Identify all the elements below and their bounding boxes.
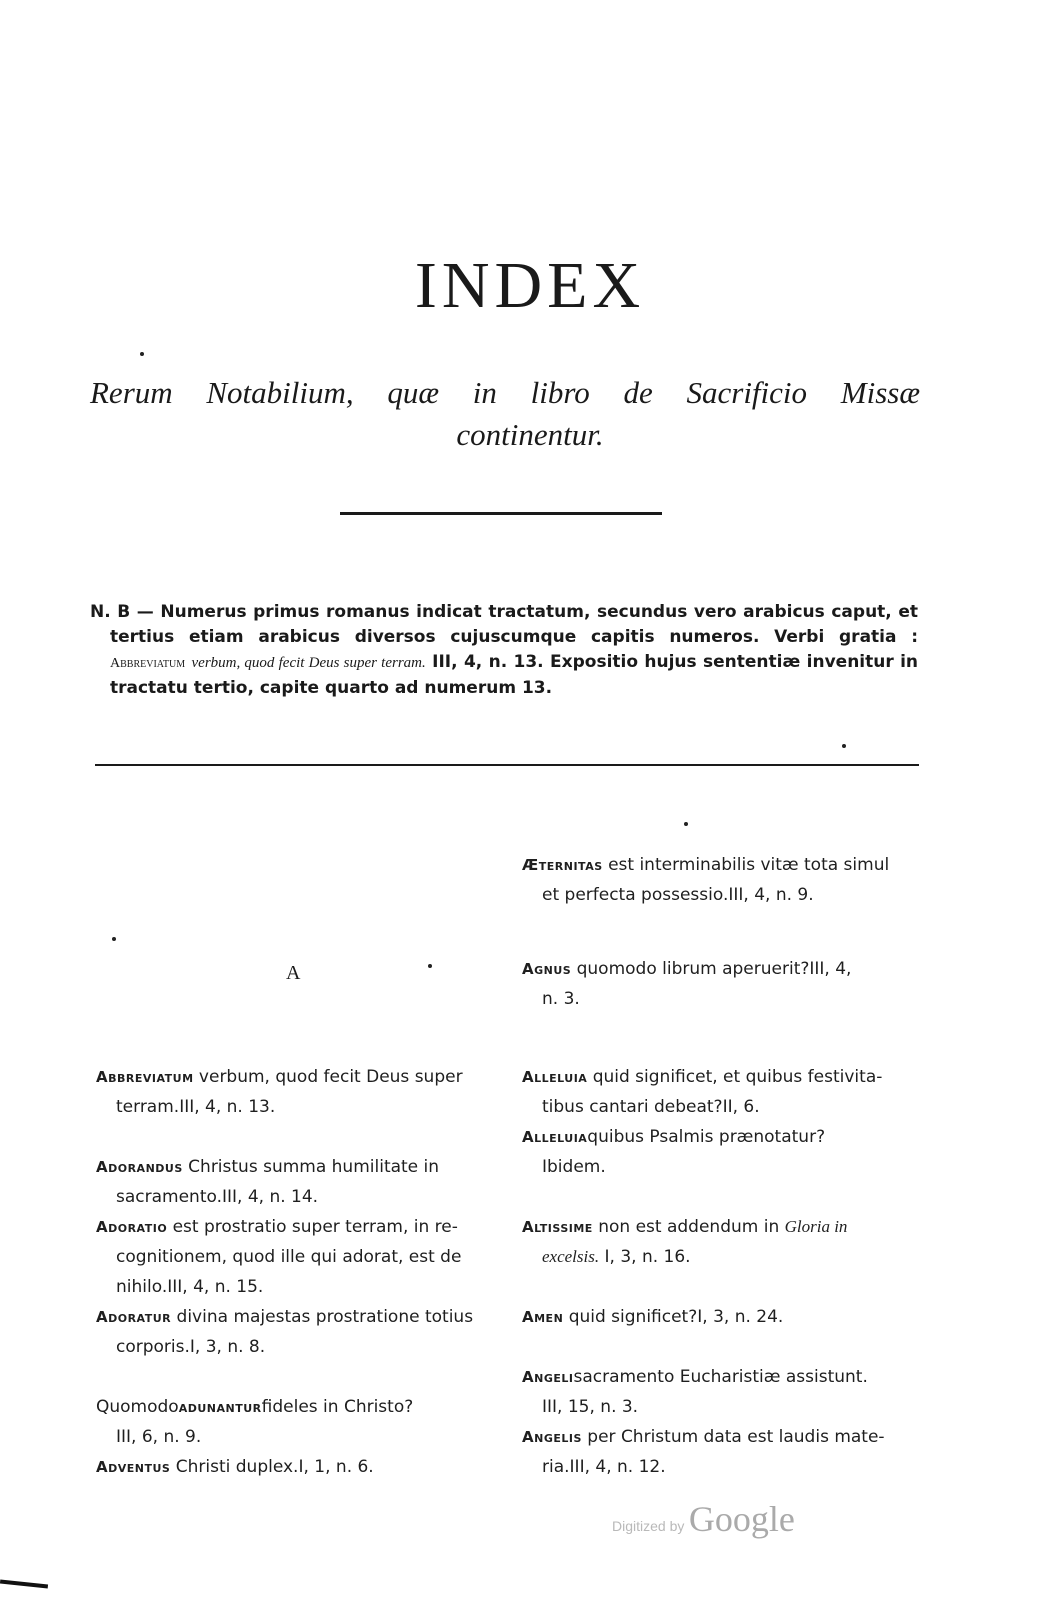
entry-headword: Altissime: [522, 1218, 593, 1236]
entry-ref: III, 4, n. 12.: [569, 1457, 666, 1477]
entry-ref: II, 6.: [722, 1097, 760, 1117]
section-letter: A: [286, 962, 301, 984]
entry-text: quomodo librum aperuerit?: [576, 959, 810, 979]
entry-ref: n. 3.: [542, 989, 580, 1009]
nb-tail: Expositio hujus sententiæ invenitur in tractatu tertio, capite quarto ad numerum 13.: [110, 652, 919, 698]
index-entry: [522, 954, 918, 1014]
entry-ref: III, 4,: [809, 959, 852, 979]
nb-example-text: verbum, quod fecit Deus super terram.: [191, 655, 426, 671]
entry-headword: Agnus: [522, 960, 572, 978]
entry-headword: Æternitas: [522, 856, 603, 874]
index-title: INDEX: [414, 249, 646, 322]
entry-ref: I, 3, n. 16.: [604, 1247, 691, 1267]
index-entry: [522, 1122, 918, 1182]
index-entry: [96, 1392, 496, 1452]
entry-text: Quomodo: [96, 1397, 179, 1417]
short-divider: [340, 512, 662, 515]
nb-example-headword: Abbreviatum: [110, 656, 186, 671]
index-entry: [96, 1062, 496, 1122]
entry-headword: Alleluia: [522, 1128, 588, 1146]
entry-text: ria.: [542, 1457, 570, 1477]
nota-bene-paragraph: [90, 600, 919, 701]
scan-speck: [428, 964, 432, 968]
entry-headword: adunantur: [178, 1398, 262, 1416]
entry-headword: Alleluia: [522, 1068, 588, 1086]
entry-ref: III, 4, n. 13.: [179, 1097, 276, 1117]
scan-speck: [140, 352, 144, 356]
entry-text: quibus Psalmis prænotatur?: [587, 1127, 826, 1147]
entry-text: terram.: [116, 1097, 180, 1117]
entry-text: Christus summa humilitate in: [188, 1157, 440, 1177]
entry-headword: Adventus: [96, 1458, 171, 1476]
entry-headword: Abbreviatum: [96, 1068, 194, 1086]
entry-text: sacramento Eucharistiæ assistunt.: [573, 1367, 868, 1387]
entry-text: fideles in Christo?: [261, 1397, 414, 1417]
left-column: [96, 1062, 496, 1492]
google-logo-text: Google: [688, 1499, 795, 1539]
entry-text: non est addendum in: [598, 1217, 780, 1237]
entry-headword: Adoratio: [96, 1218, 168, 1236]
index-entry: [522, 1212, 918, 1272]
subtitle-line-1: Rerum Notabilium, quæ in libro de Sacrificio Missæ: [90, 375, 920, 410]
entry-ref: I, 3, n. 24.: [697, 1307, 784, 1327]
entry-ref: III, 4, n. 15.: [167, 1277, 264, 1297]
entry-text: et perfecta possessio.: [542, 885, 729, 905]
digitized-watermark: [612, 1498, 795, 1540]
entry-text: sacramento.: [116, 1187, 222, 1207]
entry-text: Christi duplex.: [175, 1457, 299, 1477]
entry-text: corporis.: [116, 1337, 190, 1357]
entry-italic: Gloria in: [784, 1217, 848, 1236]
entry-ref: I, 1, n. 6.: [298, 1457, 374, 1477]
entry-headword: Angeli: [522, 1368, 574, 1386]
entry-text: nihilo.: [116, 1277, 168, 1297]
nb-lead: N. B — Numerus primus romanus indicat tractatum, secundus vero arabicus caput, et tertius etiam arabicus diversos cujuscumque capitis numeros. Verbi gratia :: [90, 602, 918, 647]
entry-text: cognitionem, quod ille qui adorat, est de: [116, 1247, 462, 1267]
entry-text: est prostratio super terram, in re-: [172, 1217, 458, 1237]
entry-text: per Christum data est laudis mate-: [587, 1427, 885, 1447]
scan-speck: [684, 822, 688, 826]
index-entry: [522, 1302, 918, 1332]
index-entry: [96, 1212, 496, 1302]
entry-text: quid significet?: [568, 1307, 698, 1327]
entry-ref: III, 15, n. 3.: [542, 1397, 639, 1417]
entry-text: Ibidem.: [542, 1157, 606, 1177]
index-entry: [96, 1452, 496, 1482]
entry-headword: Adoratur: [96, 1308, 172, 1326]
index-entry: [522, 850, 918, 910]
right-column: [522, 850, 918, 1490]
entry-text: verbum, quod fecit Deus super: [198, 1067, 463, 1087]
entry-ref: III, 4, n. 14.: [222, 1187, 319, 1207]
scan-edge-mark: [0, 1580, 48, 1589]
entry-ref: I, 3, n. 8.: [189, 1337, 266, 1357]
index-entry: [522, 1362, 918, 1422]
long-divider: [95, 764, 919, 766]
entry-italic: excelsis.: [542, 1247, 600, 1266]
entry-headword: Amen: [522, 1308, 564, 1326]
digitized-label: Digitized by: [612, 1518, 685, 1534]
entry-text: est interminabilis vitæ tota simul: [608, 855, 890, 875]
entry-text: quid significet, et quibus festivita-: [592, 1067, 883, 1087]
index-entry: [522, 1062, 918, 1122]
entry-headword: Adorandus: [96, 1158, 183, 1176]
index-entry: [96, 1152, 496, 1212]
index-entry: [96, 1302, 496, 1362]
scan-speck: [112, 937, 116, 941]
scan-speck: [842, 744, 846, 748]
entry-headword: Angelis: [522, 1428, 582, 1446]
entry-ref: III, 6, n. 9.: [116, 1427, 202, 1447]
entry-text: tibus cantari debeat?: [542, 1097, 723, 1117]
entry-text: divina majestas prostratione totius: [176, 1307, 474, 1327]
index-entry: [522, 1422, 918, 1482]
entry-ref: III, 4, n. 9.: [728, 885, 814, 905]
nb-example-ref: III, 4, n. 13.: [432, 652, 544, 672]
subtitle-line-2: continentur.: [456, 417, 604, 452]
